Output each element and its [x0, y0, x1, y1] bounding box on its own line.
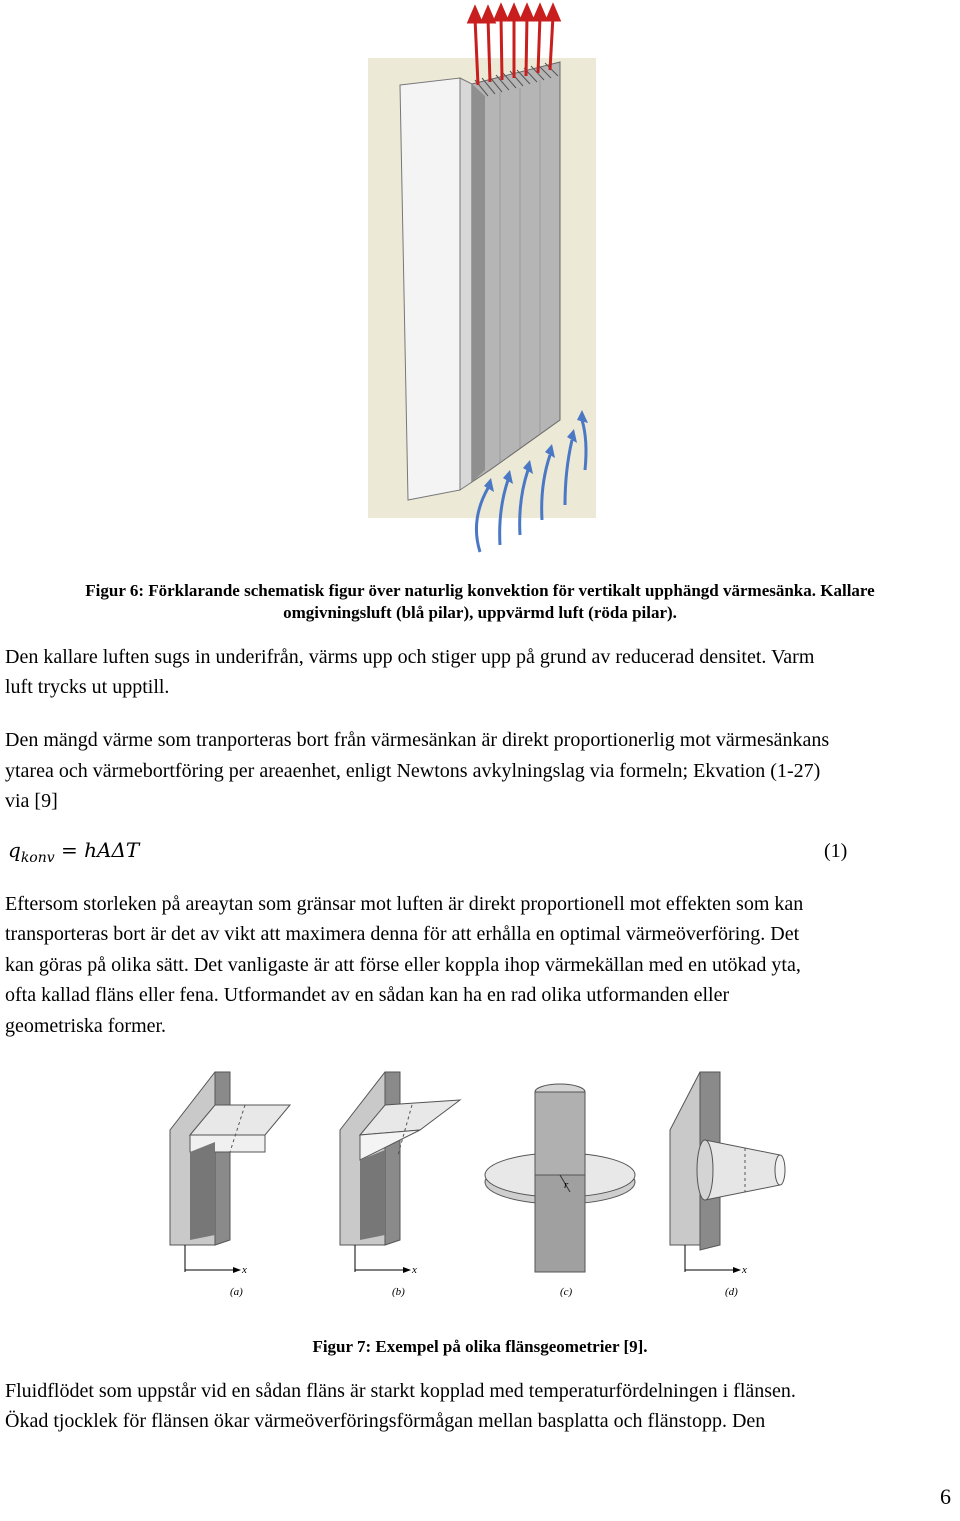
fin-block [472, 62, 560, 482]
paragraph4-line1: Fluidflödet som uppstår vid en sådan fläns är starkt kopplad med temperaturfördelningen i flänsen. [5, 1380, 796, 1402]
equation-number: (1) [824, 840, 848, 862]
paragraph2-line3: via [9] [5, 790, 58, 812]
paragraph2-line2: ytarea och värmebortföring per areaenhet, enligt Newtons avkylningslag via formeln; Ekvation (1-27) [5, 760, 821, 782]
fin-b-straight-triangular [340, 1072, 460, 1272]
fin-a-straight-rectangular [170, 1072, 290, 1272]
figure6-caption-line2: omgivningsluft (blå pilar), uppvärmd luft (röda pilar). [283, 603, 677, 622]
fin-c-annular [485, 1084, 635, 1272]
axis-label-a: x [242, 1264, 247, 1276]
equation [8, 838, 139, 866]
paragraph3-line2: transporteras bort är det av vikt att maximera denna för att erhålla en optimal värmeöverföring. Det [5, 923, 800, 945]
back-plate [400, 78, 460, 500]
page-number: 6 [940, 1484, 951, 1509]
fin-geometries-figure [160, 1060, 800, 1310]
axis-label-b: x [412, 1264, 417, 1276]
radius-label: r [564, 1179, 569, 1191]
paragraph2-line1: Den mängd värme som tranporteras bort från värmesänkan är direkt proportionerlig mot värmesänkans [5, 729, 830, 751]
label-b: (b) [392, 1286, 405, 1298]
paragraph3-line5: geometriska former. [5, 1015, 167, 1037]
label-a: (a) [230, 1286, 243, 1298]
axis-label-d: x [742, 1264, 747, 1276]
paragraph3-line1: Eftersom storleken på areaytan som gränsar mot luften är direkt proportionell mot effekten som kan [5, 893, 804, 915]
label-d: (d) [725, 1286, 738, 1298]
equation-subscript: konv [20, 850, 55, 866]
paragraph3-line3: kan göras på olika sätt. Det vanligaste är att förse eller koppla ihop värmekällan med en utökad yta, [5, 954, 801, 976]
figure6-caption-line1: Figur 6: Förklarande schematisk figur över naturlig konvektion för vertikalt upphängd värmesänka. Kallare [85, 581, 875, 600]
label-c: (c) [560, 1286, 573, 1298]
paragraph3-line4: ofta kallad fläns eller fena. Utformandet av en sådan kan ha en rad olika utformanden eller [5, 984, 730, 1006]
paragraph4-line2: Ökad tjocklek för flänsen ökar värmeöverföringsförmågan mellan basplatta och flänstopp. Den [5, 1410, 766, 1432]
fin-d-pin [670, 1072, 785, 1272]
equation-rhs: = hAΔT [54, 838, 140, 862]
equation-q: q [8, 838, 21, 862]
paragraph1-line1: Den kallare luften sugs in underifrån, värms upp och stiger upp på grund av reducerad densitet. Varm [5, 646, 815, 668]
figure7-caption: Figur 7: Exempel på olika flänsgeometrier [9]. [312, 1337, 648, 1356]
heatsink-figure [360, 0, 600, 560]
paragraph1-line2: luft trycks ut upptill. [5, 676, 170, 698]
